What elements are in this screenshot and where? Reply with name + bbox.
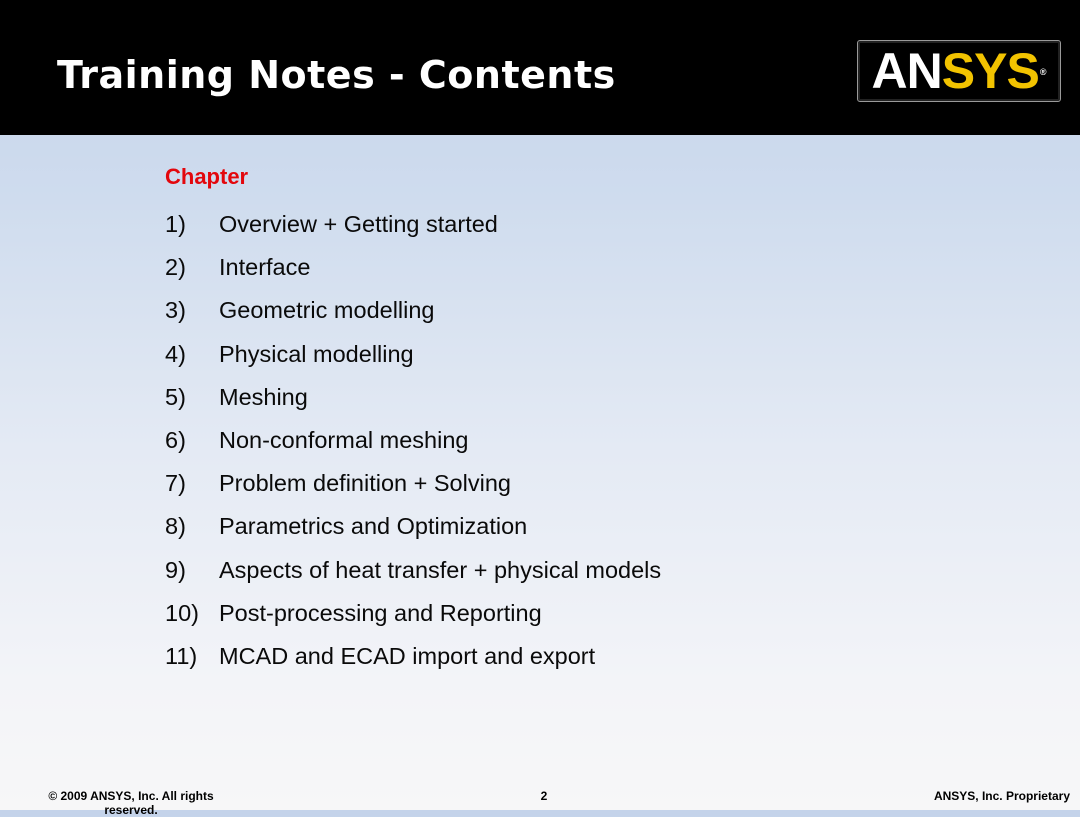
- logo-text-white: AN: [871, 43, 942, 99]
- chapter-title: Interface: [219, 254, 311, 281]
- registered-mark: ®: [1039, 67, 1047, 77]
- page-number: 2: [540, 789, 548, 803]
- contents-section: [165, 160, 661, 678]
- chapter-number: 5): [165, 383, 186, 410]
- chapter-title: Post-processing and Reporting: [219, 599, 542, 626]
- chapter-number: 9): [165, 556, 186, 583]
- chapter-number: 10): [165, 599, 199, 626]
- chapter-item: [165, 289, 661, 332]
- chapter-number: 11): [165, 642, 198, 669]
- chapter-title: MCAD and ECAD import and export: [219, 642, 596, 669]
- chapter-heading: Chapter: [165, 164, 249, 189]
- chapter-title: Problem definition + Solving: [219, 470, 511, 497]
- chapter-title: Parametrics and Optimization: [219, 513, 528, 540]
- chapter-number: 6): [165, 427, 186, 454]
- chapter-item: [165, 419, 661, 462]
- chapter-item: [165, 549, 661, 592]
- logo-text-yellow: SYS: [941, 43, 1039, 99]
- chapter-number: 4): [165, 340, 186, 367]
- footer-proprietary: ANSYS, Inc. Proprietary: [933, 789, 1070, 803]
- chapter-number: 2): [165, 254, 186, 281]
- chapter-list: [165, 203, 661, 678]
- chapter-title: Meshing: [219, 383, 308, 410]
- chapter-item: [165, 333, 661, 376]
- chapter-title: Geometric modelling: [219, 297, 435, 324]
- chapter-title: Overview + Getting started: [219, 211, 498, 238]
- header-bar: [0, 0, 1080, 135]
- page-title: Training Notes - Contents: [57, 53, 616, 97]
- chapter-number: 7): [165, 470, 186, 497]
- chapter-item: [165, 203, 661, 246]
- chapter-title: Non-conformal meshing: [219, 427, 469, 454]
- ansys-logo: [857, 40, 1061, 102]
- chapter-item: [165, 505, 661, 548]
- chapter-number: 1): [165, 211, 186, 238]
- footer-copyright: © 2009 ANSYS, Inc. All rights reserved.: [48, 789, 214, 817]
- chapter-item: [165, 635, 661, 678]
- chapter-title: Physical modelling: [219, 340, 414, 367]
- chapter-item: [165, 246, 661, 289]
- chapter-item: [165, 462, 661, 505]
- chapter-number: 3): [165, 297, 186, 324]
- chapter-item: [165, 376, 661, 419]
- chapter-number: 8): [165, 513, 186, 540]
- chapter-title: Aspects of heat transfer + physical models: [219, 556, 662, 583]
- chapter-item: [165, 592, 661, 635]
